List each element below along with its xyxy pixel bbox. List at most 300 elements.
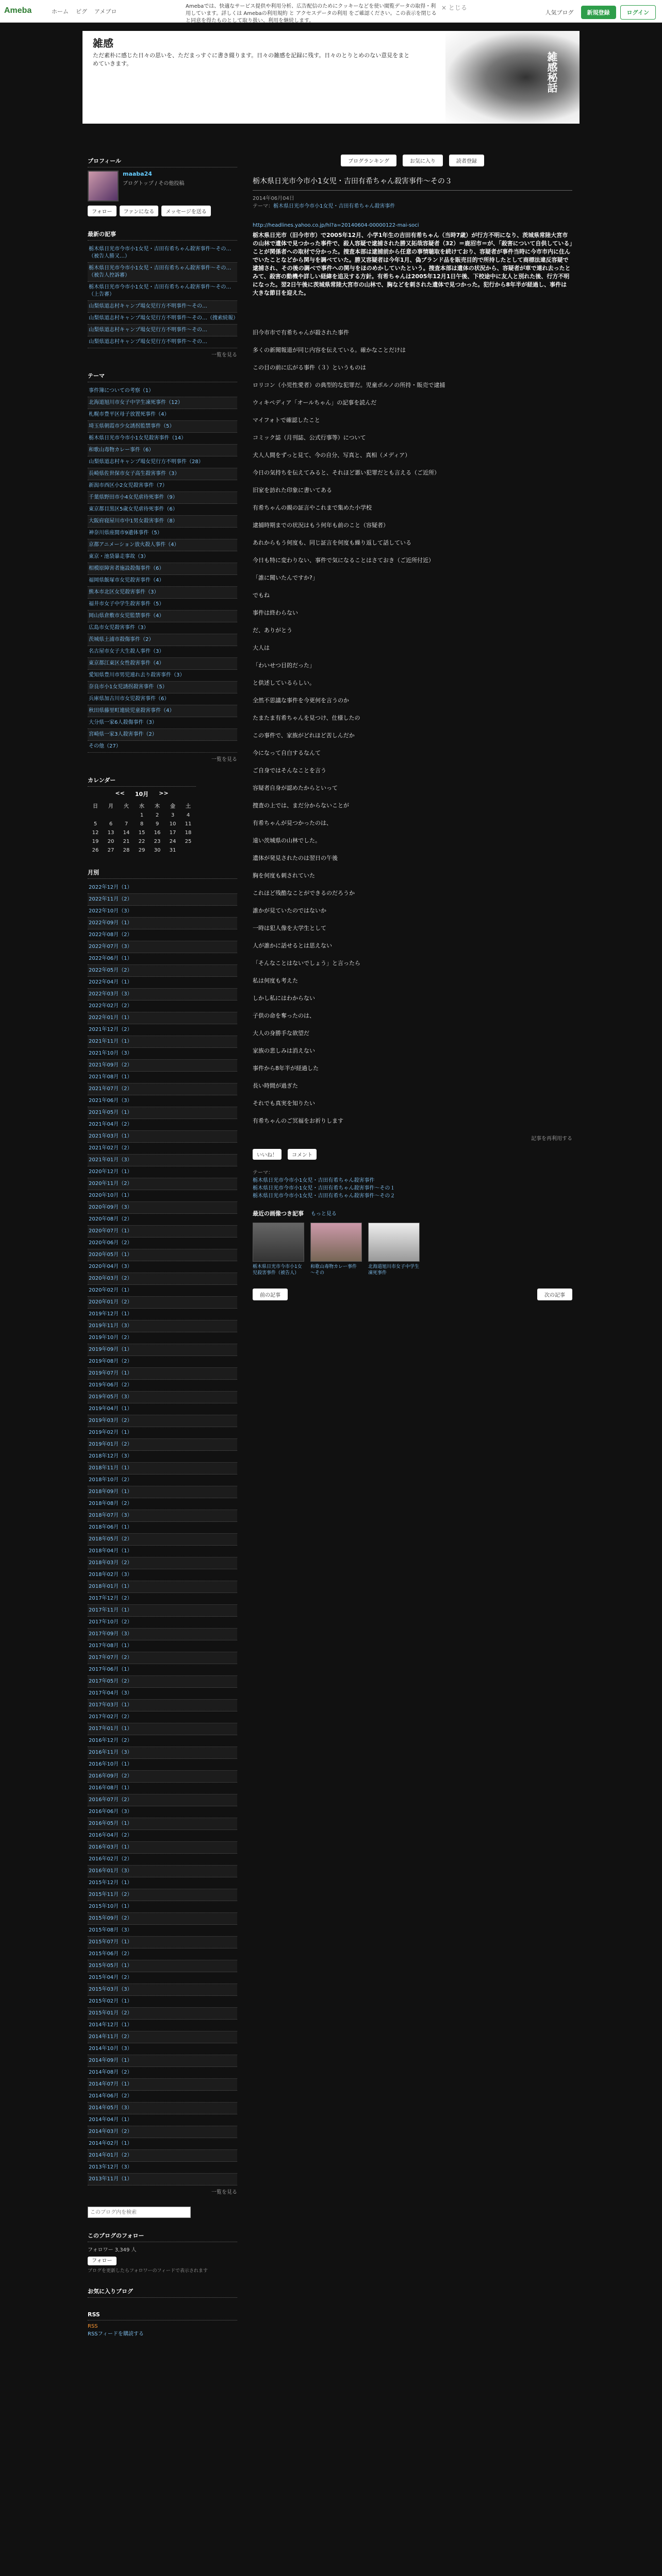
- archive-month-link[interactable]: 2015年12月（1）: [88, 1877, 237, 1889]
- theme-link[interactable]: 埼玉県朝霞市少女誘拐監禁事件（5）: [88, 421, 237, 433]
- archive-month-link[interactable]: 2014年10月（3）: [88, 2043, 237, 2055]
- article-line: 有希ちゃんが見つかったのは、: [253, 820, 332, 826]
- archive-month-link[interactable]: 2015年11月（2）: [88, 1889, 237, 1901]
- archive-month-link[interactable]: 2016年04月（2）: [88, 1830, 237, 1842]
- theme-link[interactable]: 神奈川県座間市9遺体事件（5）: [88, 528, 237, 539]
- rss-link[interactable]: RSS: [88, 2324, 98, 2329]
- recent-entry-link[interactable]: 山梨県道志村キャンプ場女児行方不明事件～その…: [88, 325, 237, 336]
- calendar-day: 18: [185, 830, 192, 836]
- article-line: 「誰に聞いたんですか?」: [253, 574, 318, 581]
- calendar-weekday: 水: [139, 804, 144, 809]
- archive-month-link[interactable]: 2020年04月（3）: [88, 1261, 237, 1273]
- archive-month-link[interactable]: 2021年11月（1）: [88, 1036, 237, 1048]
- theme-link[interactable]: 福井市女子中学生殺害事件（5）: [88, 599, 237, 611]
- archive-month-link[interactable]: 2017年08月（1）: [88, 1640, 237, 1652]
- foot-link-1[interactable]: 栃木県日光市今市小1女児・吉田有希ちゃん殺害事件: [253, 1178, 375, 1183]
- archive-section: [88, 866, 237, 2195]
- article-line: だ、ありがとう: [253, 627, 292, 634]
- archive-month-link[interactable]: 2019年07月（1）: [88, 1368, 237, 1380]
- theme-link[interactable]: 栃木県日光市今市小1女児殺害事件（14）: [88, 433, 237, 445]
- recent-entry-link[interactable]: 山梨県道志村キャンプ場女児行方不明事件～その…: [88, 301, 237, 313]
- article-line: 「わいせつ目的だった」: [253, 662, 315, 669]
- article-line: ウィキペディア「オールちゃん」の記事を読んだ: [253, 399, 377, 406]
- theme-link[interactable]: 京都アニメーション放火殺人事件（4）: [88, 539, 237, 551]
- calendar-day: 17: [169, 830, 176, 836]
- blog-search-input[interactable]: [88, 2207, 191, 2218]
- theme-link[interactable]: 秋田県藤里町連続児童殺害事件（4）: [88, 705, 237, 717]
- archive-month-link[interactable]: 2021年03月（1）: [88, 1131, 237, 1143]
- archive-month-link[interactable]: 2018年10月（2）: [88, 1475, 237, 1486]
- archive-month-link[interactable]: 2013年12月（3）: [88, 2162, 237, 2174]
- profile-section: [88, 155, 237, 216]
- article-line: この目の前に広がる事件（３）というものは: [253, 364, 366, 371]
- article-line: 有希ちゃんの親の証言やこれまで集めた小学校: [253, 504, 372, 511]
- archive-month-link[interactable]: 2014年09月（1）: [88, 2055, 237, 2067]
- archive-month-link[interactable]: 2016年08月（1）: [88, 1783, 237, 1794]
- nav-pigg[interactable]: ピグ: [76, 8, 87, 15]
- archive-month-link[interactable]: 2019年06月（2）: [88, 1380, 237, 1392]
- archive-month-link[interactable]: 2015年09月（2）: [88, 1913, 237, 1925]
- theme-link[interactable]: 千葉県野田市小4女児虐待死事件（9）: [88, 492, 237, 504]
- archive-month-link[interactable]: 2022年08月（2）: [88, 929, 237, 941]
- archive-month-link[interactable]: 2017年05月（2）: [88, 1676, 237, 1688]
- archive-month-link[interactable]: 2022年09月（1）: [88, 918, 237, 929]
- archive-month-link[interactable]: 2021年08月（1）: [88, 1072, 237, 1083]
- prev-article-button[interactable]: 前の記事: [253, 1289, 288, 1300]
- theme-link[interactable]: 岡山県倉敷市女児監禁事件（4）: [88, 611, 237, 622]
- archive-month-link[interactable]: 2018年02月（3）: [88, 1569, 237, 1581]
- foot-link-3[interactable]: 栃木県日光市今市小1女児・吉田有希ちゃん殺害事件～その２: [253, 1193, 395, 1199]
- search-section: [88, 2207, 237, 2218]
- popular-blog-link[interactable]: 人気ブログ: [545, 9, 574, 16]
- calendar-week: [88, 846, 196, 855]
- archive-month-link[interactable]: 2020年01月（2）: [88, 1297, 237, 1309]
- theme-link[interactable]: 大阪府寝屋川市中1男女殺害事件（8）: [88, 516, 237, 528]
- archive-month-link[interactable]: 2020年06月（2）: [88, 1238, 237, 1249]
- archive-month-link[interactable]: 2013年11月（1）: [88, 2174, 237, 2185]
- archive-month-link[interactable]: 2021年10月（3）: [88, 1048, 237, 1060]
- archive-month-link[interactable]: 2021年04月（2）: [88, 1119, 237, 1131]
- archive-month-link[interactable]: 2020年08月（2）: [88, 1214, 237, 1226]
- archive-month-link[interactable]: 2014年07月（1）: [88, 2079, 237, 2091]
- archive-month-link[interactable]: 2016年05月（1）: [88, 1818, 237, 1830]
- global-header: [0, 0, 662, 23]
- follower-count: フォロワー 3,349 人: [88, 2247, 137, 2253]
- recent-entry-link[interactable]: 山梨県道志村キャンプ場女児行方不明事件～その…（捜索続報）: [88, 313, 237, 325]
- follow-section: [88, 2229, 237, 2274]
- calendar-day: [88, 811, 103, 820]
- archive-month-link[interactable]: 2019年10月（2）: [88, 1332, 237, 1344]
- calendar-day: 12: [92, 830, 99, 836]
- article-line: 今になって自白するなんて: [253, 750, 321, 756]
- theme-link[interactable]: 和歌山毒物カレー事件（6）: [88, 445, 237, 456]
- calendar-day: 16: [154, 830, 161, 836]
- calendar-heading: カレンダー: [88, 774, 196, 787]
- archive-month-link[interactable]: 2018年07月（3）: [88, 1510, 237, 1522]
- nav-ameblo[interactable]: アメブロ: [94, 8, 117, 15]
- archive-month-link[interactable]: 2018年11月（1）: [88, 1463, 237, 1475]
- archive-month-link[interactable]: 2014年12月（1）: [88, 2020, 237, 2031]
- recent-heading: 最新の記事: [88, 228, 237, 241]
- archive-month-link[interactable]: 2019年02月（1）: [88, 1427, 237, 1439]
- archive-month-link[interactable]: 2014年03月（2）: [88, 2126, 237, 2138]
- related-item[interactable]: [368, 1223, 420, 1276]
- archive-month-link[interactable]: 2021年09月（2）: [88, 1060, 237, 1072]
- related-more-link[interactable]: もっと見る: [310, 1211, 337, 1217]
- article-line: 逮捕時期までの状況はもう何年も前のこと（容疑者）: [253, 522, 389, 529]
- article-line: 大人の身勝手な欲望だ: [253, 1030, 309, 1037]
- recent-entry-link[interactable]: 栃木県日光市今市小1女児・吉田有希ちゃん殺害事件～その…（上告審）: [88, 282, 237, 301]
- avatar[interactable]: [88, 171, 119, 201]
- calendar-day: 5: [93, 821, 97, 827]
- related-item[interactable]: [253, 1223, 304, 1276]
- archive-month-link[interactable]: 2015年03月（3）: [88, 1984, 237, 1996]
- theme-label: テーマ：: [253, 204, 273, 209]
- archive-month-link[interactable]: 2015年01月（2）: [88, 2008, 237, 2020]
- theme-link[interactable]: その他（27）: [88, 741, 237, 753]
- reblog-link[interactable]: 記事を再利用する: [531, 1136, 572, 1142]
- archive-month-link[interactable]: 2020年05月（1）: [88, 1249, 237, 1261]
- archive-month-link[interactable]: 2017年04月（3）: [88, 1688, 237, 1700]
- comment-button[interactable]: コメント: [288, 1149, 317, 1160]
- archive-month-link[interactable]: 2016年02月（2）: [88, 1854, 237, 1866]
- calendar-weekday: 月: [108, 804, 113, 809]
- archive-month-link[interactable]: 2017年06月（1）: [88, 1664, 237, 1676]
- article-line: しかし私にはわからない: [253, 995, 315, 1002]
- archive-month-link[interactable]: 2015年04月（2）: [88, 1972, 237, 1984]
- article-line: と供述しているらしい。: [253, 680, 315, 686]
- archive-month-link[interactable]: 2019年11月（3）: [88, 1320, 237, 1332]
- theme-link[interactable]: 兵庫県加古川市女児殺害事件（6）: [88, 693, 237, 705]
- archive-month-link[interactable]: 2016年09月（2）: [88, 1771, 237, 1783]
- global-nav: [52, 7, 117, 15]
- theme-link[interactable]: 茨城県土浦市殺傷事件（2）: [88, 634, 237, 646]
- recent-more-link[interactable]: 一覧を見る: [211, 352, 237, 358]
- archive-month-link[interactable]: 2016年06月（3）: [88, 1806, 237, 1818]
- article-theme-link[interactable]: 栃木県日光市今市小1女児・吉田有希ちゃん殺害事件: [273, 204, 395, 209]
- related-caption[interactable]: 栃木県日光市今市小1女児殺害事件（被告人）: [253, 1264, 302, 1276]
- subscribe-button[interactable]: 読者登録: [449, 155, 484, 166]
- like-button[interactable]: いいね！: [253, 1149, 282, 1160]
- article-line: 一時は犯人像を大学生として: [253, 925, 326, 931]
- article-line: ご自身ではそんなことを言う: [253, 767, 326, 774]
- article-line: この事件で、家族がどれほど苦しんだか: [253, 732, 355, 739]
- article-lines: [253, 328, 572, 1125]
- related-image[interactable]: [310, 1223, 362, 1262]
- ameba-logo[interactable]: Ameba: [4, 6, 32, 15]
- recent-entries-section: [88, 228, 237, 358]
- calendar-day: 29: [138, 848, 145, 853]
- article-line: マイフォトで確認したこと: [253, 417, 320, 423]
- archive-month-link[interactable]: 2022年03月（3）: [88, 989, 237, 1001]
- archive-month-link[interactable]: 2017年11月（1）: [88, 1605, 237, 1617]
- archive-month-link[interactable]: 2018年09月（1）: [88, 1486, 237, 1498]
- archive-month-link[interactable]: 2017年10月（2）: [88, 1617, 237, 1629]
- source-url-link[interactable]: http://headlines.yahoo.co.jp/hl?a=20140604-00000122-mai-soci: [253, 223, 419, 228]
- archive-month-link[interactable]: 2014年01月（2）: [88, 2150, 237, 2162]
- foot-link-2[interactable]: 栃木県日光市今市小1女児・吉田有希ちゃん殺害事件～その１: [253, 1185, 395, 1191]
- article-line: ロリコン（小児性愛者）の典型的な犯罪だ。児童ポルノの所持・販売で逮捕: [253, 382, 445, 388]
- fan-button[interactable]: ファンになる: [120, 206, 159, 216]
- archive-month-link[interactable]: 2022年06月（1）: [88, 953, 237, 965]
- calendar-day: 6: [109, 821, 113, 827]
- calendar-day: 8: [140, 821, 144, 827]
- article-line: 胸を何度も刺されていた: [253, 872, 315, 879]
- themes-heading: テーマ: [88, 369, 237, 382]
- related-thumbnails: [253, 1223, 572, 1276]
- archive-month-link[interactable]: 2021年02月（2）: [88, 1143, 237, 1155]
- article-line: 有希ちゃんのご冥福をお祈りします: [253, 1117, 343, 1124]
- archive-month-link[interactable]: 2016年12月（2）: [88, 1735, 237, 1747]
- article-line: 家族の悲しみは消えない: [253, 1047, 315, 1054]
- calendar-day: 31: [169, 848, 176, 853]
- archive-month-link[interactable]: 2019年12月（1）: [88, 1309, 237, 1320]
- next-article-button[interactable]: 次の記事: [537, 1289, 572, 1300]
- archive-month-link[interactable]: 2019年05月（3）: [88, 1392, 237, 1403]
- related-caption[interactable]: 和歌山毒物カレー事件 ～その: [310, 1264, 357, 1276]
- article-line: 全然不思議な事件を今更何を言うのか: [253, 697, 349, 704]
- archive-month-link[interactable]: 2016年10月（1）: [88, 1759, 237, 1771]
- archive-month-link[interactable]: 2016年11月（3）: [88, 1747, 237, 1759]
- archive-month-link[interactable]: 2017年03月（1）: [88, 1700, 237, 1711]
- archive-month-link[interactable]: 2014年05月（3）: [88, 2103, 237, 2114]
- article-line: これほど残酷なことができるのだろうか: [253, 890, 355, 896]
- calendar-day: 24: [169, 839, 176, 844]
- calendar-next-button[interactable]: >>: [159, 790, 169, 796]
- archive-more-link[interactable]: 一覧を見る: [211, 2190, 237, 2195]
- theme-link[interactable]: 相模原障害者施設殺傷事件（6）: [88, 563, 237, 575]
- archive-month-link[interactable]: 2015年10月（1）: [88, 1901, 237, 1913]
- archive-month-link[interactable]: 2022年11月（2）: [88, 894, 237, 906]
- ink-splash-image: [445, 31, 580, 124]
- theme-link[interactable]: 熊本市北区女児殺害事件（3）: [88, 587, 237, 599]
- article-line: コミック誌（月刊誌、公式行事等）について: [253, 434, 366, 441]
- main-content: [253, 155, 572, 1300]
- recent-entry-link[interactable]: 山梨県道志村キャンプ場女児行方不明事件～その…: [88, 336, 237, 348]
- archive-month-link[interactable]: 2021年05月（1）: [88, 1107, 237, 1119]
- article-line: 旧家を訪れた印象に書いてある: [253, 487, 332, 494]
- calendar-section: [88, 774, 196, 855]
- article-line: 私は何度も考えた: [253, 977, 298, 984]
- archive-month-link[interactable]: 2014年08月（2）: [88, 2067, 237, 2079]
- login-button[interactable]: ログイン: [620, 5, 656, 20]
- follow-button[interactable]: フォロー: [88, 206, 117, 216]
- archive-month-link[interactable]: 2020年02月（1）: [88, 1285, 237, 1297]
- theme-link[interactable]: 東京都目黒区5歳女児虐待死事件（6）: [88, 504, 237, 516]
- theme-link[interactable]: 愛知県豊川市男児連れ去り殺害事件（3）: [88, 670, 237, 682]
- profile-sub[interactable]: ブログトップ / その他投稿: [123, 181, 185, 187]
- calendar-day: 10: [169, 821, 176, 827]
- archive-month-link[interactable]: 2014年04月（1）: [88, 2114, 237, 2126]
- related-image[interactable]: [253, 1223, 304, 1262]
- archive-month-link[interactable]: 2018年08月（2）: [88, 1498, 237, 1510]
- article-line: たまたま有希ちゃんを見つけ、仕様したの: [253, 715, 360, 721]
- calendar-day: [119, 811, 134, 820]
- archive-month-link[interactable]: 2020年09月（3）: [88, 1202, 237, 1214]
- article-line: 事件から8年半が経過した: [253, 1065, 319, 1072]
- archive-month-link[interactable]: 2018年03月（2）: [88, 1557, 237, 1569]
- calendar-prev-button[interactable]: <<: [115, 790, 125, 796]
- theme-link[interactable]: 名古屋市女子大生殺人事件（3）: [88, 646, 237, 658]
- rss-heading: RSS: [88, 2309, 237, 2320]
- calendar-day: 1: [140, 812, 144, 818]
- sidebar: [88, 155, 237, 2348]
- calendar-month: 10月: [135, 791, 149, 798]
- archive-month-link[interactable]: 2019年04月（1）: [88, 1403, 237, 1415]
- archive-month-link[interactable]: 2015年02月（1）: [88, 1996, 237, 2008]
- archive-month-link[interactable]: 2014年06月（2）: [88, 2091, 237, 2103]
- article-title[interactable]: 栃木県日光市今市小1女児・吉田有希ちゃん殺害事件～その３: [253, 176, 572, 191]
- archive-month-link[interactable]: 2020年03月（2）: [88, 1273, 237, 1285]
- theme-link[interactable]: 山梨県道志村キャンプ場女児行方不明事件（28）: [88, 456, 237, 468]
- archive-month-link[interactable]: 2022年12月（1）: [88, 882, 237, 894]
- archive-month-link[interactable]: 2022年05月（2）: [88, 965, 237, 977]
- theme-link[interactable]: 広島市女児殺害事件（3）: [88, 622, 237, 634]
- calendar-day: 15: [138, 830, 145, 836]
- calendar-day: 22: [138, 839, 145, 844]
- archive-month-link[interactable]: 2021年01月（3）: [88, 1155, 237, 1166]
- profile-name[interactable]: maaba24: [123, 171, 152, 177]
- calendar-day: 21: [123, 839, 130, 844]
- themes-section: [88, 369, 237, 762]
- archive-month-link[interactable]: 2018年01月（1）: [88, 1581, 237, 1593]
- article-date: 2014年06月04日: [253, 196, 294, 201]
- theme-link[interactable]: 新潟市西区小2女児殺害事件（7）: [88, 480, 237, 492]
- archive-month-link[interactable]: 2017年01月（1）: [88, 1723, 237, 1735]
- rss-section: [88, 2309, 237, 2337]
- archive-month-link[interactable]: 2022年02月（2）: [88, 1001, 237, 1012]
- article-line: 遺体が発見されたのは翌日の午後: [253, 855, 338, 861]
- archive-month-link[interactable]: 2018年05月（2）: [88, 1534, 237, 1546]
- archive-month-link[interactable]: 2022年04月（1）: [88, 977, 237, 989]
- archive-month-link[interactable]: 2014年11月（2）: [88, 2031, 237, 2043]
- archive-month-link[interactable]: 2016年01月（3）: [88, 1866, 237, 1877]
- article-line: 「そんなことはないでしょう」と言ったら: [253, 960, 360, 967]
- article-line: 旧今市市で有希ちゃんが殺された事件: [253, 329, 349, 336]
- article-line: 捜査の上では、まだ分からないことが: [253, 802, 349, 809]
- archive-month-link[interactable]: 2022年10月（3）: [88, 906, 237, 918]
- archive-month-link[interactable]: 2019年08月（2）: [88, 1356, 237, 1368]
- register-button[interactable]: 新規登録: [581, 6, 616, 19]
- archive-month-link[interactable]: 2020年11月（2）: [88, 1178, 237, 1190]
- article-line: 事件は終わらない: [253, 609, 298, 616]
- archive-month-link[interactable]: 2021年07月（2）: [88, 1083, 237, 1095]
- archive-month-link[interactable]: 2021年12月（2）: [88, 1024, 237, 1036]
- favorite-section: [88, 2285, 237, 2298]
- archive-month-link[interactable]: 2017年02月（2）: [88, 1711, 237, 1723]
- related-caption[interactable]: 北海道旭川市女子中学生凍死事件: [368, 1264, 420, 1276]
- ranking-button[interactable]: ブログランキング: [341, 155, 396, 166]
- calendar-week: [88, 820, 196, 828]
- archive-heading: 月別: [88, 866, 237, 879]
- archive-month-link[interactable]: 2017年07月（2）: [88, 1652, 237, 1664]
- article-line: 長い時間が過ぎた: [253, 1082, 298, 1089]
- article-line: 今日の気持ちを伝えてみると、それほど悪い犯罪だとも言える（ご近所）: [253, 469, 440, 476]
- theme-link[interactable]: 札幌市豊平区母子放置死事件（4）: [88, 409, 237, 421]
- related-image[interactable]: [368, 1223, 420, 1262]
- archive-month-link[interactable]: 2015年08月（3）: [88, 1925, 237, 1937]
- archive-month-link[interactable]: 2016年07月（2）: [88, 1794, 237, 1806]
- archive-month-link[interactable]: 2020年10月（1）: [88, 1190, 237, 1202]
- recent-entry-link[interactable]: 栃木県日光市今市小1女児・吉田有希ちゃん殺害事件～その…（被告人控訴審）: [88, 263, 237, 282]
- follow-heading: このブログのフォロー: [88, 2229, 237, 2242]
- rss-subscribe-link[interactable]: RSSフィードを購読する: [88, 2331, 144, 2337]
- theme-link[interactable]: 大分県一家6人殺傷事件（3）: [88, 717, 237, 729]
- theme-link[interactable]: 東京・池袋暴走事故（3）: [88, 551, 237, 563]
- archive-month-link[interactable]: 2019年09月（1）: [88, 1344, 237, 1356]
- theme-link[interactable]: 事件簿についての考察（1）: [88, 385, 237, 397]
- theme-link[interactable]: 東京都江東区女性殺害事件（4）: [88, 658, 237, 670]
- archive-month-link[interactable]: 2022年01月（1）: [88, 1012, 237, 1024]
- theme-link[interactable]: 長崎県佐世保市女子高生殺害事件（3）: [88, 468, 237, 480]
- calendar-week: [88, 837, 196, 846]
- calendar-week: [88, 811, 196, 820]
- theme-link[interactable]: 福岡県飯塚市女児殺害事件（4）: [88, 575, 237, 587]
- blog-title[interactable]: 雑感: [93, 38, 113, 49]
- article-line: あれからもう何度も、同じ証言を何度も繰り返して話している: [253, 539, 411, 546]
- favorite-button[interactable]: お気に入り: [403, 155, 443, 166]
- archive-month-link[interactable]: 2014年02月（1）: [88, 2138, 237, 2150]
- calendar-day: 30: [154, 848, 161, 853]
- message-button[interactable]: メッセージを送る: [161, 206, 210, 216]
- calendar-week: [88, 828, 196, 837]
- archive-month-link[interactable]: 2015年05月（1）: [88, 1960, 237, 1972]
- calendar-day: [103, 811, 119, 820]
- article-line: 遠い茨城県の山林でした。: [253, 837, 321, 844]
- related-item[interactable]: [310, 1223, 362, 1276]
- archive-month-link[interactable]: 2020年12月（1）: [88, 1166, 237, 1178]
- archive-month-link[interactable]: 2017年12月（2）: [88, 1593, 237, 1605]
- archive-month-link[interactable]: 2020年07月（1）: [88, 1226, 237, 1238]
- follow-note: ブログを更新したらフォロワーのフィードで表示されます: [88, 2268, 208, 2274]
- archive-month-link[interactable]: 2018年04月（1）: [88, 1546, 237, 1557]
- calendar-table: [88, 800, 196, 855]
- theme-link[interactable]: 奈良市小1女児誘拐殺害事件（5）: [88, 682, 237, 693]
- recent-entry-link[interactable]: 栃木県日光市今市小1女児・吉田有希ちゃん殺害事件～その…（被告人勝又…）: [88, 244, 237, 263]
- article-line: 大人は: [253, 645, 270, 651]
- article-line: それでも真実を知りたい: [253, 1100, 315, 1107]
- theme-footer: [253, 1168, 572, 1199]
- archive-month-link[interactable]: 2019年03月（2）: [88, 1415, 237, 1427]
- article-line: 犬人人間をずっと見て、今の自分、写真と、真相（メディア）: [253, 452, 411, 459]
- archive-month-link[interactable]: 2018年06月（1）: [88, 1522, 237, 1534]
- calendar-day: 11: [185, 821, 192, 827]
- blog-header-banner: [82, 31, 580, 124]
- calendar-day: 20: [107, 839, 114, 844]
- themes-more-link[interactable]: 一覧を見る: [211, 757, 237, 762]
- cookie-close-button[interactable]: × とじる: [441, 4, 467, 11]
- archive-month-link[interactable]: 2015年07月（1）: [88, 1937, 237, 1948]
- archive-month-link[interactable]: 2018年12月（3）: [88, 1451, 237, 1463]
- theme-link[interactable]: 北海道旭川市女子中学生凍死事件（12）: [88, 397, 237, 409]
- calendar-day: 19: [92, 839, 99, 844]
- archive-month-link[interactable]: 2016年03月（1）: [88, 1842, 237, 1854]
- archive-month-link[interactable]: 2022年07月（3）: [88, 941, 237, 953]
- archive-month-link[interactable]: 2021年06月（3）: [88, 1095, 237, 1107]
- archive-month-link[interactable]: 2015年06月（2）: [88, 1948, 237, 1960]
- article-line: 子供の命を奪ったのは、: [253, 1012, 315, 1019]
- archive-month-link[interactable]: 2019年01月（2）: [88, 1439, 237, 1451]
- follow-button-2[interactable]: フォロー: [88, 2257, 117, 2265]
- calendar-day: 26: [92, 848, 99, 853]
- nav-home[interactable]: ホーム: [52, 8, 69, 15]
- article-line: 誰かが見ていたのではないか: [253, 907, 326, 914]
- theme-link[interactable]: 宮崎県一家3人殺害事件（2）: [88, 729, 237, 741]
- archive-month-link[interactable]: 2017年09月（3）: [88, 1629, 237, 1640]
- article-line: 容疑者自身が認めたからといって: [253, 785, 338, 791]
- calendar-day: [180, 846, 196, 855]
- article-quote: 栃木県日光市（旧今市市）で2005年12月、小学1年生の吉田有希ちゃん（当時7歳）が行方不明になり、茨城県常陸大宮市の山林で遺体で見つかった事件で、殺人容疑で逮捕された勝又拓哉容疑者（32）＝鹿沼市＝が、「殺害について自供している」ことが関係者への取材で分かった。捜査本部は逮捕前から任意の事情聴取を続けており、容疑者が事件当時に今市市内に住んでいたことなどから関与を調べていた。勝又容疑者は今年1月、偽ブランド品を販売目的で所持したとして商標法違反容疑で逮捕され、その後の調べで事件への関与をほのめかしていたという。捜査本部は遺体の状況から、容疑者が車で連れ去ったとみて、殺害の動機や詳しい経緯を追及する方針。有希ちゃんは2005年12月1日午後、下校途中に友人と別れた後、行方不明になった。翌2日午後に茨城県常陸大宮市の山林で、胸などを刺された遺体で見つかった。犯行から8年半が経過し、事件は大きな節目を迎えた。: [253, 232, 572, 296]
